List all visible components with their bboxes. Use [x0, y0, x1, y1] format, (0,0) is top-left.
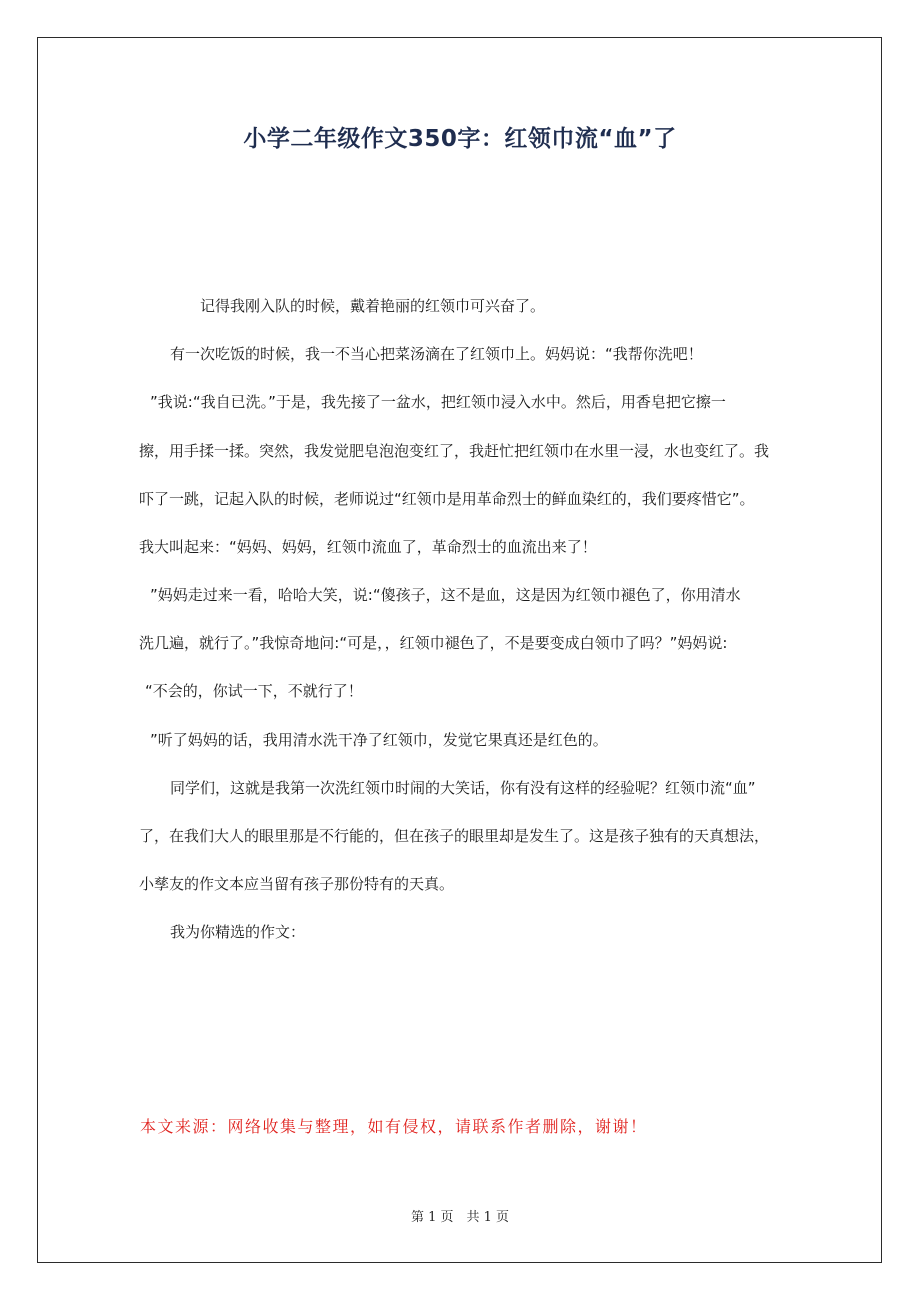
paragraph-line-3: ”我说:“我自已洗。”于是，我先接了一盆水，把红领巾浸入水中。然后，用香皂把它擦一 [150, 393, 726, 411]
source-note: 本文来源：网络收集与整理，如有侵权，请联系作者删除，谢谢！ [140, 1117, 648, 1136]
paragraph-line-13: 小孳友的作文本应当留有孩子那份特有的天真。 [139, 875, 455, 893]
page-footer: 第 1 页 共 1 页 [410, 1210, 510, 1225]
paragraph-line-4: 擦，用手揉一揉。突然，我发觉肥皂泡泡变红了，我赶忙把红领巾在水里一浸，水也变红了。我 [139, 442, 770, 460]
paragraph-line-11: 同学们，这就是我第一次洗红领巾时闹的大笑话，你有没有这样的经验呢？红领巾流“血” [170, 779, 756, 797]
paragraph-line-5: 吓了一跳，记起入队的时候，老师说过“红领巾是用革命烈士的鲜血染红的，我们要疼惜它”。 [139, 490, 755, 508]
paragraph-line-6: 我大叫起来：“妈妈、妈妈，红领巾流血了，革命烈士的血流出来了！ [139, 538, 597, 556]
paragraph-line-1: 记得我刚入队的时候，戴着艳丽的红领巾可兴奋了。 [200, 297, 546, 315]
paragraph-line-8: 洗几遍，就行了。”我惊奇地问:“可是，，红领巾褪色了，不是要变成白领巾了吗？”妈妈说: [139, 634, 728, 652]
paragraph-line-9: “不会的，你试一下，不就行了！ [145, 682, 363, 700]
paragraph-line-7: ”妈妈走过来一看，哈哈大笑，说:“傻孩子，这不是血，这是因为红领巾褪色了，你用清水 [150, 586, 741, 604]
paragraph-line-10: ”听了妈妈的话，我用清水洗干净了红领巾，发觉它果真还是红色的。 [150, 731, 608, 749]
document-title: 小学二年级作文350字：红领巾流“血”了 [243, 126, 677, 152]
paragraph-line-12: 了，在我们大人的眼里那是不行能的，但在孩子的眼里却是发生了。这是孩子独有的天真想法， [139, 827, 770, 845]
paragraph-line-14: 我为你精选的作文： [170, 923, 306, 941]
paragraph-line-2: 有一次吃饭的时候，我一不当心把菜汤滴在了红领巾上。妈妈说：“我帮你洗吧！ [170, 345, 703, 363]
